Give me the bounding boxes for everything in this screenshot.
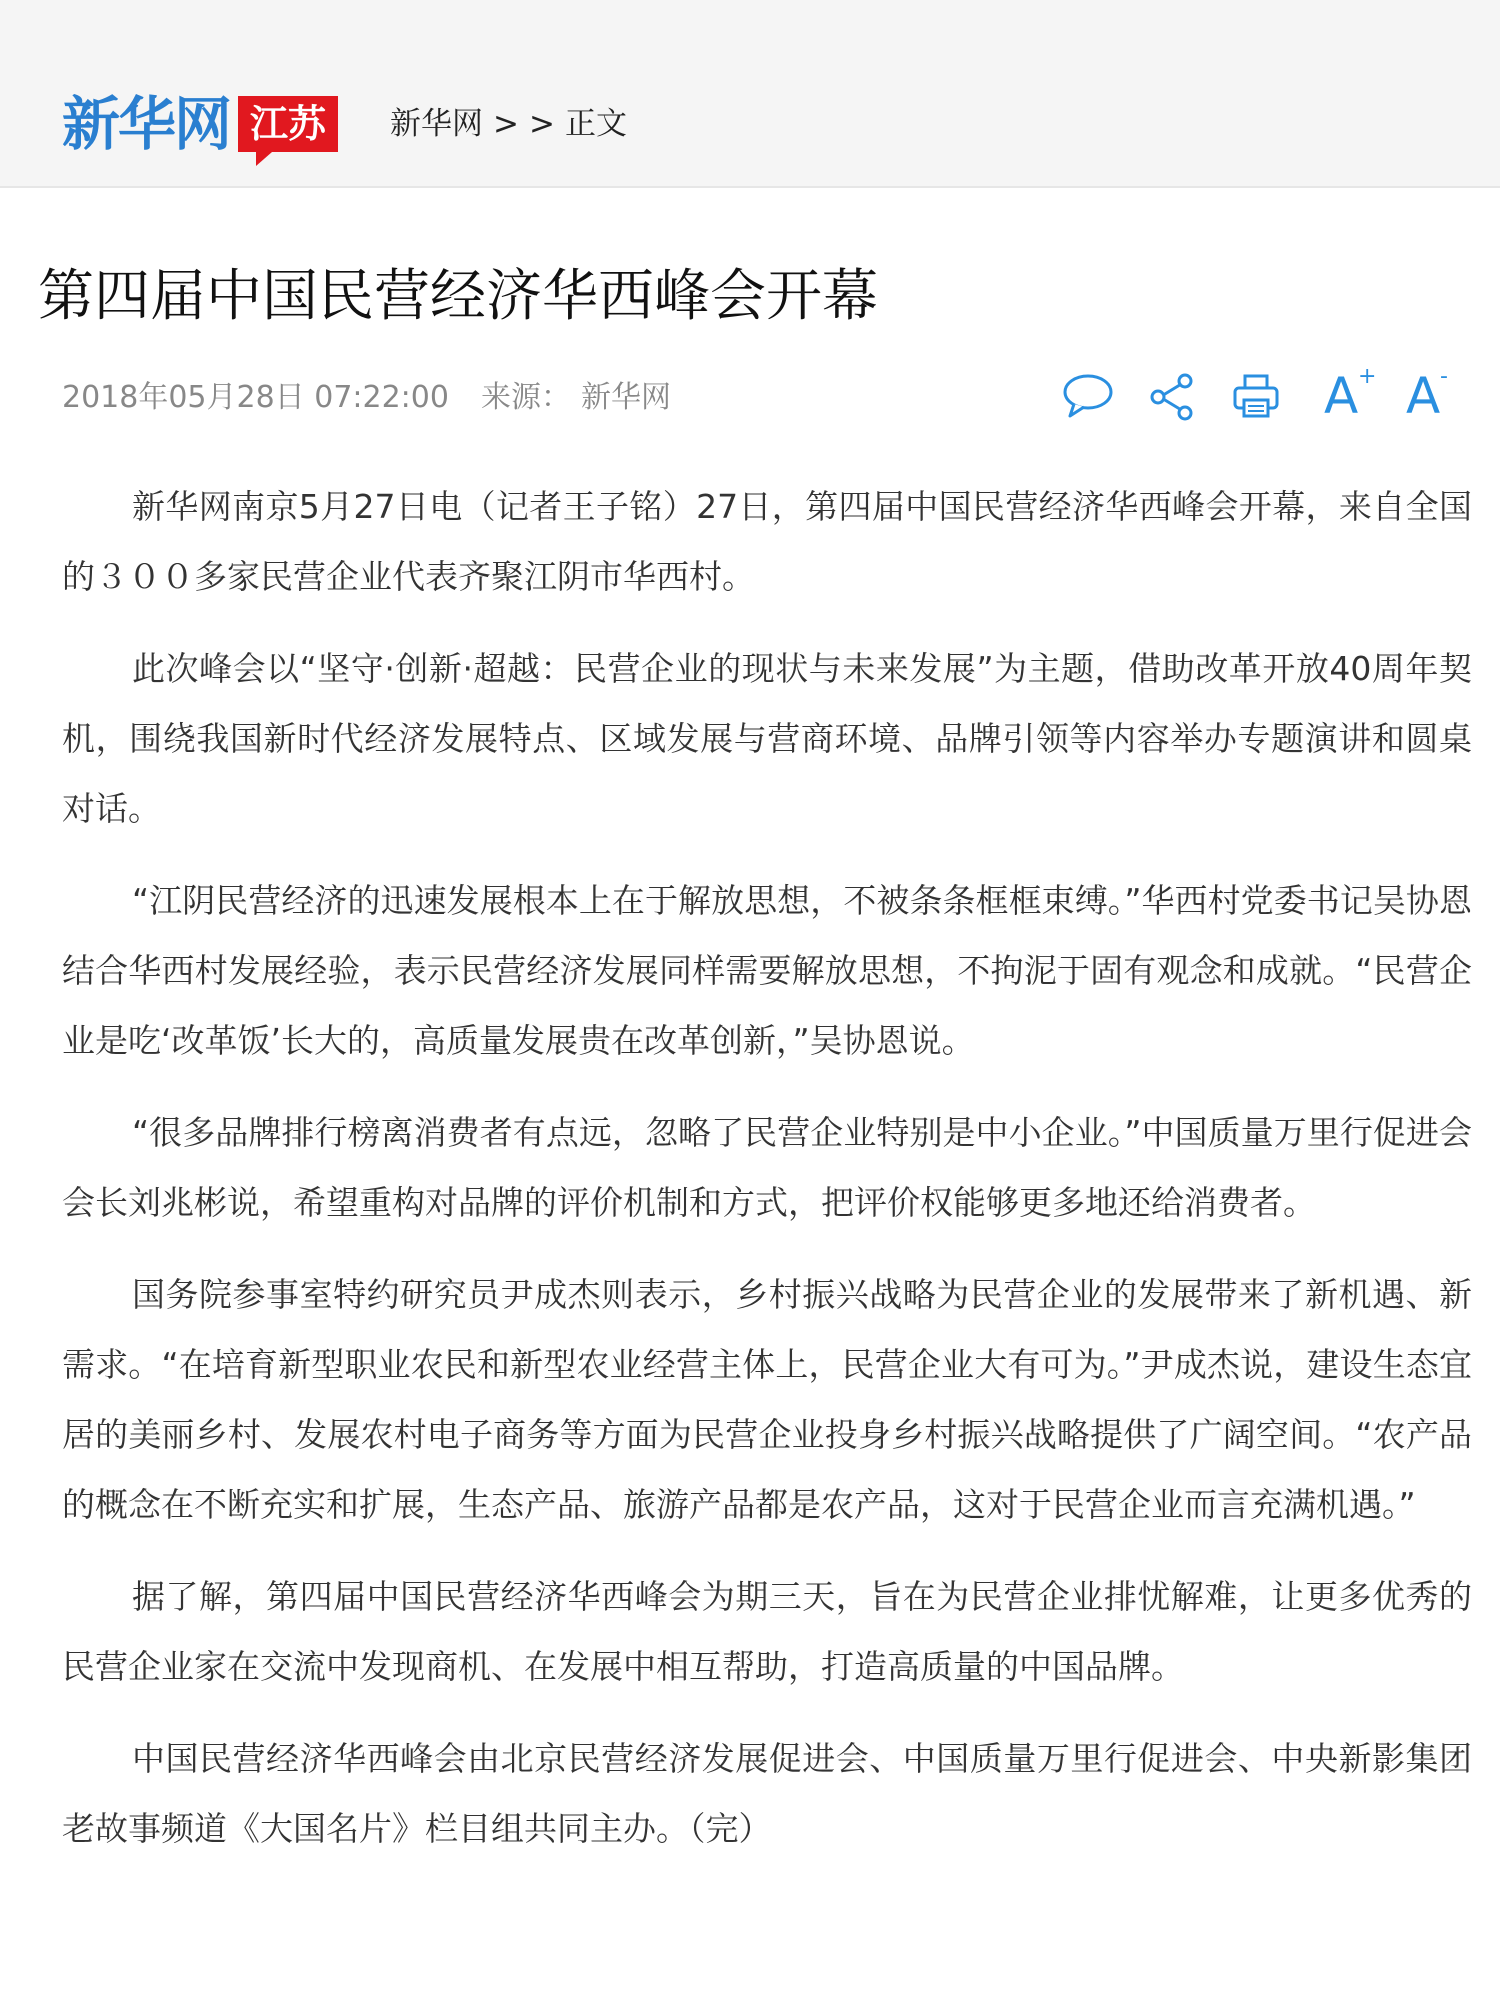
breadcrumb-current: 正文 — [564, 106, 627, 142]
article-meta — [62, 376, 671, 420]
logo-region-badge: 江苏 — [238, 96, 338, 152]
font-decrease-icon: A — [1406, 367, 1441, 425]
breadcrumb-separator: > — [528, 106, 555, 142]
print-icon — [1226, 364, 1286, 428]
share-icon — [1142, 364, 1202, 428]
article-paragraph: “江阴民营经济的迅速发展根本上在于解放思想，不被条条框框束缚。”华西村党委书记吴协恩结合华西村发展经验，表示民营经济发展同样需要解放思想，不拘泥于固有观念和成就。“民营企业是吃‘改革饭’长大的，高质量发展贵在改革创新，”吴协恩说。 — [62, 881, 1472, 1060]
print-button[interactable] — [1226, 364, 1286, 428]
comment-icon — [1058, 364, 1118, 428]
site-logo[interactable] — [62, 88, 338, 160]
article-paragraph: “很多品牌排行榜离消费者有点远，忽略了民营企业特别是中小企业。”中国质量万里行促进会会长刘兆彬说，希望重构对品牌的评价机制和方式，把评价权能够更多地还给消费者。 — [62, 1113, 1472, 1222]
comment-button[interactable] — [1058, 364, 1118, 428]
logo-text: 新华网 — [62, 90, 231, 158]
article-toolbar — [1058, 364, 1458, 428]
source-label: 来源： — [480, 380, 571, 415]
breadcrumb — [390, 100, 637, 148]
article-paragraph: 据了解，第四届中国民营经济华西峰会为期三天，旨在为民营企业排忧解难，让更多优秀的民营企业家在交流中发现商机、在发展中相互帮助，打造高质量的中国品牌。 — [62, 1577, 1472, 1686]
source-name: 新华网 — [580, 380, 671, 415]
share-button[interactable] — [1142, 364, 1202, 428]
publish-datetime: 2018年05月28日 07:22:00 — [62, 380, 449, 415]
font-increase-button[interactable] — [1320, 364, 1380, 428]
article-title: 第四届中国民营经济华西峰会开幕 — [38, 264, 878, 329]
top-header-bar — [0, 0, 1500, 188]
article-paragraph: 新华网南京5月27日电（记者王子铭）27日，第四届中国民营经济华西峰会开幕，来自全国的３００多家民营企业代表齐聚江阴市华西村。 — [62, 487, 1472, 596]
article-paragraph: 国务院参事室特约研究员尹成杰则表示，乡村振兴战略为民营企业的发展带来了新机遇、新需求。“在培育新型职业农民和新型农业经营主体上，民营企业大有可为。”尹成杰说，建设生态宜居的美丽乡村、发展农村电子商务等方面为民营企业投身乡村振兴战略提供了广阔空间。“农产品的概念在不断充实和扩展，生态产品、旅游产品都是农产品，这对于民营企业而言充满机遇。” — [62, 1275, 1472, 1524]
article-paragraph: 此次峰会以“坚守·创新·超越：民营企业的现状与未来发展”为主题，借助改革开放40周年契机，围绕我国新时代经济发展特点、区域发展与营商环境、品牌引领等内容举办专题演讲和圆桌对话。 — [62, 649, 1472, 828]
breadcrumb-separator: > — [493, 106, 519, 142]
font-decrease-button[interactable] — [1402, 364, 1462, 428]
plus-icon: + — [1358, 364, 1377, 389]
article-body — [62, 472, 1472, 1886]
breadcrumb-home-link[interactable]: 新华网 — [390, 106, 483, 142]
minus-icon: - — [1440, 364, 1448, 389]
font-increase-icon: A — [1324, 367, 1359, 425]
article-paragraph: 中国民营经济华西峰会由北京民营经济发展促进会、中国质量万里行促进会、中央新影集团老故事频道《大国名片》栏目组共同主办。（完） — [62, 1739, 1472, 1848]
